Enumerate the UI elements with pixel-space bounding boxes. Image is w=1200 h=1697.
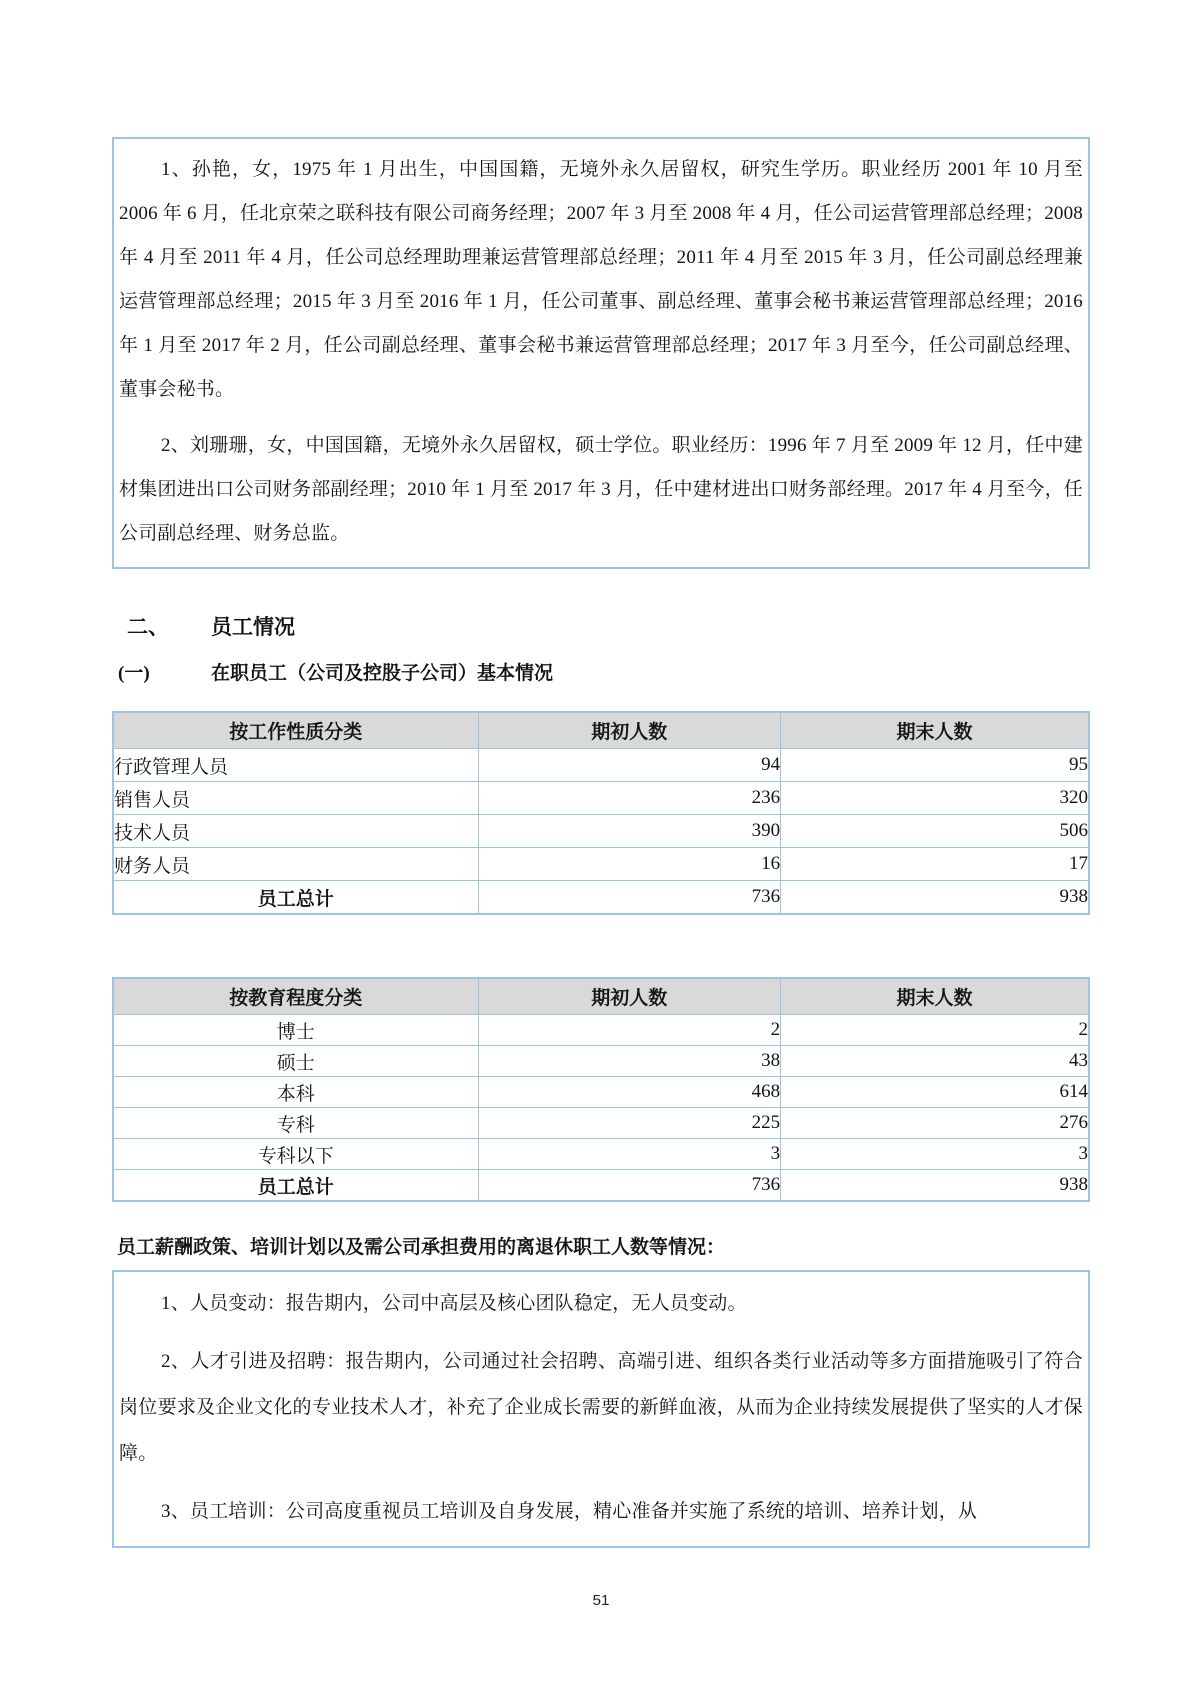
page-number: 51 [592, 1592, 610, 1609]
end-count-value: 320 [781, 782, 1089, 815]
end-count-value: 276 [781, 1108, 1089, 1139]
table-row [113, 815, 1089, 848]
table-row [113, 848, 1089, 881]
row-label: 行政管理人员 [113, 749, 478, 782]
total-start-count: 736 [478, 881, 781, 915]
end-count-value: 506 [781, 815, 1089, 848]
row-label: 硕士 [113, 1046, 478, 1077]
table-row [113, 749, 1089, 782]
end-count-value: 95 [781, 749, 1089, 782]
table-row [113, 1108, 1089, 1139]
start-count-value: 38 [478, 1046, 781, 1077]
row-label: 博士 [113, 1015, 478, 1046]
table-row [113, 1077, 1089, 1108]
row-label: 财务人员 [113, 848, 478, 881]
end-count-value: 2 [781, 1015, 1089, 1046]
row-label: 销售人员 [113, 782, 478, 815]
table-row [113, 782, 1089, 815]
start-count-value: 2 [478, 1015, 781, 1046]
hr-notes-box [112, 1270, 1090, 1548]
executive-profiles-box [112, 137, 1090, 569]
total-end-count: 938 [781, 881, 1089, 915]
column-header-start-count: 期初人数 [478, 712, 781, 749]
note-paragraph-personnel-change: 1、人员变动：报告期内，公司中高层及核心团队稳定，无人员变动。 [161, 1293, 747, 1314]
end-count-value: 614 [781, 1077, 1089, 1108]
end-count-value: 43 [781, 1046, 1089, 1077]
table-row [113, 1046, 1089, 1077]
row-label: 技术人员 [113, 815, 478, 848]
column-header-category: 按工作性质分类 [113, 712, 478, 749]
total-end-count: 938 [781, 1170, 1089, 1202]
column-header-end-count: 期末人数 [781, 712, 1089, 749]
profile-paragraph-sun-yan: 1、孙艳，女，1975 年 1 月出生，中国国籍，无境外永久居留权，研究生学历。职业经历 2001 年 10 月至 2006 年 6 月，任北京荣之联科技有限公司商务经理；2007 年 3 月至 2008 年 4 月，任公司运营管理部总经理；2008 年 4 月至 2011 年 4 月，任公司总经理助理兼运营管理部总经理；2011 年 4 月至 2015 年 3 月，任公司副总经理兼运营管理部总经理；2015 年 3 月至 2016 年 1 月，任公司董事、副总经理、董事会秘书兼运营管理部总经理；2016 年 1 月至 2017 年 2 月，任公司副总经理、董事会秘书兼运营管理部总经理；2017 年 3 月至今，任公司副总经理、董事会秘书。 [119, 159, 1083, 400]
row-label: 专科以下 [113, 1139, 478, 1170]
salary-policy-heading: 员工薪酬政策、培训计划以及需公司承担费用的离退休职工人数等情况： [117, 1237, 726, 1258]
table-row [113, 1139, 1089, 1170]
table-header-row [113, 712, 1089, 749]
note-paragraph-training: 3、员工培训：公司高度重视员工培训及自身发展，精心准备并实施了系统的培训、培养计划，从 [161, 1501, 978, 1522]
row-label: 专科 [113, 1108, 478, 1139]
employee-table-by-job-type [112, 711, 1090, 915]
section-number: 二、 [127, 615, 169, 639]
start-count-value: 236 [478, 782, 781, 815]
subsection-title: 在职员工（公司及控股子公司）基本情况 [211, 663, 554, 684]
section-heading [112, 615, 1090, 639]
table-total-row [113, 881, 1089, 915]
page-content [112, 0, 1090, 1609]
start-count-value: 3 [478, 1139, 781, 1170]
start-count-value: 94 [478, 749, 781, 782]
employee-table-by-education [112, 977, 1090, 1202]
total-label: 员工总计 [113, 881, 478, 915]
column-header-end-count: 期末人数 [781, 978, 1089, 1015]
start-count-value: 16 [478, 848, 781, 881]
start-count-value: 390 [478, 815, 781, 848]
subsection-number: (一) [118, 663, 150, 684]
subsection-heading [112, 661, 1090, 687]
end-count-value: 3 [781, 1139, 1089, 1170]
note-paragraph-recruiting: 2、人才引进及招聘：报告期内，公司通过社会招聘、高端引进、组织各类行业活动等多方面措施吸引了符合岗位要求及企业文化的专业技术人才，补充了企业成长需要的新鲜血液，从而为企业持续发展提供了坚实的人才保障。 [119, 1351, 1083, 1464]
column-header-category: 按教育程度分类 [113, 978, 478, 1015]
table-total-row [113, 1170, 1089, 1202]
table-header-row [113, 978, 1089, 1015]
start-count-value: 225 [478, 1108, 781, 1139]
start-count-value: 468 [478, 1077, 781, 1108]
column-header-start-count: 期初人数 [478, 978, 781, 1015]
total-label: 员工总计 [113, 1170, 478, 1202]
profile-paragraph-liu-shanshan: 2、刘珊珊，女，中国国籍，无境外永久居留权，硕士学位。职业经历：1996 年 7 月至 2009 年 12 月，任中建材集团进出口公司财务部副经理；2010 年 1 月至 2017 年 3 月，任中建材进出口财务部经理。2017 年 4 月至今，任公司副总经理、财务总监。 [119, 435, 1083, 544]
end-count-value: 17 [781, 848, 1089, 881]
row-label: 本科 [113, 1077, 478, 1108]
table-row [113, 1015, 1089, 1046]
total-start-count: 736 [478, 1170, 781, 1202]
section-title: 员工情况 [211, 615, 295, 639]
